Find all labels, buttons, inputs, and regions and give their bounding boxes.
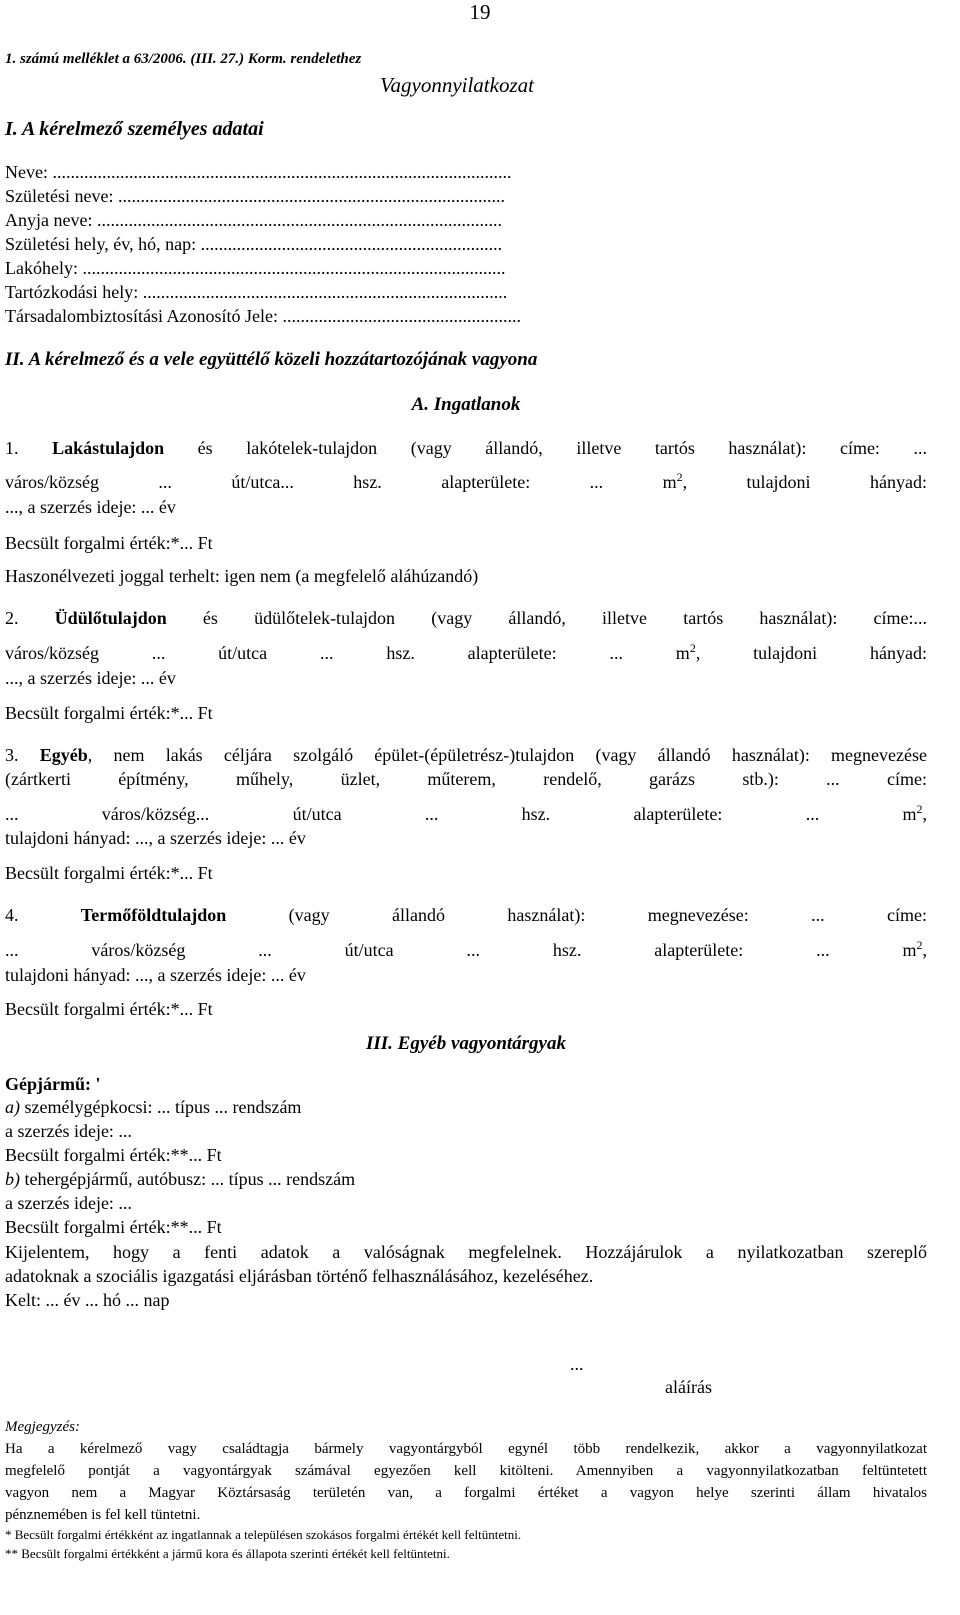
item-4-line-2: ... város/község ... út/utca ... hsz. alapterülete: ... $m^2$,	[5, 938, 927, 960]
item-1-line-3: ..., a szerzés ideje: ... év	[5, 497, 176, 517]
field-birth-name: Születési neve: ......................................................................................	[5, 186, 505, 206]
notes-line-4: pénznemében is fel kell tüntetni.	[5, 1507, 201, 1523]
vehicle-a-date: a szerzés ideje: ...	[5, 1121, 132, 1141]
notes-line-2: megfelelő pontját a vagyontárgyak számával egyezően kell kitölteni. Amennyiben a vagyonnyilatkozatban feltüntetett	[5, 1463, 927, 1479]
item-4-line-3: tulajdoni hányad: ..., a szerzés ideje: ... év	[5, 965, 306, 985]
notes-line-1: Ha a kérelmező vagy családtagja bármely vagyontárgyból egynél több rendelkezik, akkor a vagyonnyilatkozat	[5, 1441, 927, 1457]
section-1-heading: I. A kérelmező személyes adatai	[5, 118, 264, 140]
vehicle-b-date: a szerzés ideje: ...	[5, 1193, 132, 1213]
field-social-security-id: Társadalombiztosítási Azonosító Jele: .....................................................	[5, 306, 521, 326]
item-4-line-1: 4. Termőföldtulajdon (vagy állandó használat): megnevezése: ... címe:	[5, 905, 927, 925]
section-3-heading: III. Egyéb vagyontárgyak	[365, 1033, 566, 1054]
field-residence: Lakóhely: ..............................................................................................	[5, 258, 506, 278]
item-3-line-1: 3. Egyéb, nem lakás céljára szolgáló épület-(épületrész-)tulajdon (vagy állandó használat): megnevezése	[5, 745, 928, 765]
item-1-value: Becsült forgalmi érték:*... Ft	[5, 533, 213, 553]
vehicle-a-line: a) személygépkocsi: ... típus ... rendszám	[5, 1097, 302, 1117]
item-3-line-2: (zártkerti építmény, műhely, üzlet, műterem, rendelő, garázs stb.): ... címe:	[5, 769, 927, 789]
item-4-value: Becsült forgalmi érték:*... Ft	[5, 999, 213, 1019]
item-2-line-1: 2. Üdülőtulajdon és üdülőtelek-tulajdon (vagy állandó, illetve tartós használat): címe:...	[5, 608, 928, 628]
vehicle-b-line: b) tehergépjármű, autóbusz: ... típus ... rendszám	[5, 1169, 356, 1189]
signature-line: ...	[570, 1354, 584, 1374]
footnote-1: * Becsült forgalmi értékként az ingatlannak a településen szokásos forgalmi értékét kell feltüntetni.	[5, 1527, 522, 1542]
item-2-line-2: város/község ... út/utca ... hsz. alapterülete: ... $m^2$, tulajdoni hányad:	[5, 641, 927, 663]
vehicle-a-value: Becsült forgalmi érték:**... Ft	[5, 1145, 222, 1165]
item-3-line-4: tulajdoni hányad: ..., a szerzés ideje: ... év	[5, 828, 306, 848]
section-2-subheading: A. Ingatlanok	[411, 394, 521, 415]
signature-label: aláírás	[665, 1377, 712, 1397]
vehicle-heading: Gépjármű: '	[5, 1074, 101, 1094]
item-1-line-1: 1. Lakástulajdon és lakótelek-tulajdon (vagy állandó, illetve tartós használat): címe: ...	[5, 438, 927, 458]
declaration-date: Kelt: ... év ... hó ... nap	[5, 1290, 170, 1310]
field-name: Neve: ......................................................................................................	[5, 162, 512, 182]
item-3-value: Becsült forgalmi érték:*... Ft	[5, 863, 213, 883]
declaration-line-1: Kijelentem, hogy a fenti adatok a valóságnak megfelelnek. Hozzájárulok a nyilatkozatban szereplő	[5, 1242, 927, 1262]
field-stay-place: Tartózkodási hely: .................................................................................	[5, 282, 508, 302]
field-mother-name: Anyja neve: ..........................................................................................	[5, 210, 502, 230]
item-2-line-3: ..., a szerzés ideje: ... év	[5, 668, 176, 688]
item-2-value: Becsült forgalmi érték:*... Ft	[5, 703, 213, 723]
vehicle-b-value: Becsült forgalmi érték:**... Ft	[5, 1217, 222, 1237]
footnote-2: ** Becsült forgalmi értékként a jármű kora és állapota szerinti értékét kell feltüntetni.	[5, 1546, 450, 1561]
section-2-heading: II. A kérelmező és a vele együttélő közeli hozzátartozójának vagyona	[5, 349, 538, 370]
notes-line-3: vagyon nem a Magyar Köztársaság területén van, a forgalmi értéket a vagyon helye szerinti állam hivatalos	[5, 1485, 927, 1501]
page-number: 19	[469, 0, 491, 24]
item-3-line-3: ... város/község... út/utca ... hsz. alapterülete: ... $m^2$,	[5, 802, 927, 824]
document-title: Vagyonnyilatkozat	[380, 73, 534, 97]
field-birth-place-date: Születési hely, év, hó, nap: ...................................................................	[5, 234, 503, 254]
declaration-line-2: adatoknak a szociális igazgatási eljárásban történő felhasználásához, kezeléséhez.	[5, 1266, 594, 1286]
item-1-usufruct: Haszonélvezeti joggal terhelt: igen nem (a megfelelő aláhúzandó)	[5, 566, 479, 586]
item-1-line-2: város/község ... út/utca... hsz. alapterülete: ... $m^2$, tulajdoni hányad:	[5, 470, 927, 492]
notes-heading: Megjegyzés:	[5, 1419, 80, 1435]
annex-reference: 1. számú melléklet a 63/2006. (III. 27.) Korm. rendelethez	[5, 51, 362, 67]
